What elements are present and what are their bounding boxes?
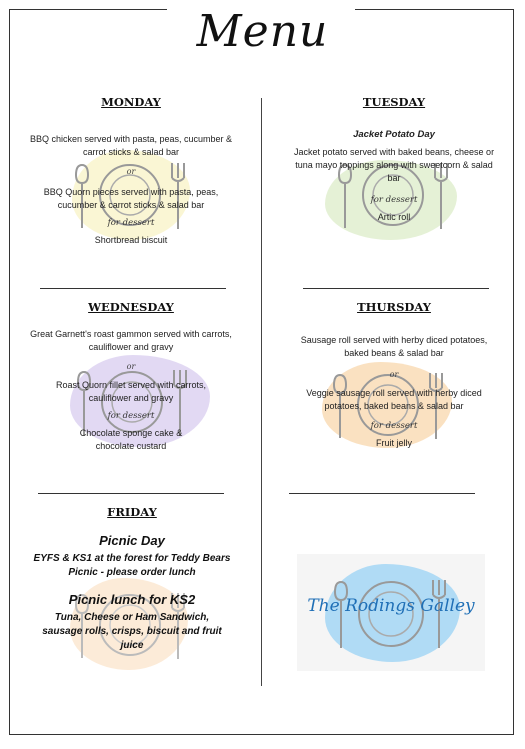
divider-thu-logo [289, 493, 475, 494]
friday-section [22, 505, 242, 653]
tuesday-section [285, 95, 503, 224]
wednesday-main-1: Great Garnett's roast gammon served with carrots, cauliflower and gravy [30, 329, 232, 352]
monday-dessert-label: for dessert [107, 218, 155, 228]
monday-or: or [126, 167, 136, 176]
divider-tue-thu [303, 288, 489, 289]
logo-text: The Rodings Galley [307, 596, 475, 616]
center-divider [261, 98, 262, 686]
friday-picnic-day-heading: Picnic Day [99, 533, 165, 548]
monday-dessert: Shortbread biscuit [94, 235, 168, 245]
wednesday-or: or [126, 362, 136, 371]
tuesday-main-1: Jacket potato served with baked beans, cheese or tuna mayo toppings along with sweetcorn & salad bar [293, 147, 495, 183]
thursday-dessert-label: for dessert [370, 421, 418, 431]
monday-main-2: BBQ Quorn pieces served with pasta, peas, cucumber & carrot sticks & salad bar [43, 187, 219, 210]
thursday-section [285, 300, 503, 450]
galley-logo [297, 554, 485, 671]
friday-ks2-text: Tuna, Cheese or Ham Sandwich, sausage rolls, crisps, biscuit and fruit juice [42, 612, 222, 651]
monday-main-1: BBQ chicken served with pasta, peas, cucumber & carrot sticks & salad bar [29, 134, 233, 157]
tuesday-dessert-label: for dessert [370, 195, 418, 205]
monday-section [28, 95, 234, 247]
tuesday-subtitle: Jacket Potato Day [353, 129, 435, 140]
thursday-heading: THURSDAY [357, 300, 431, 314]
monday-heading: MONDAY [101, 95, 161, 109]
menu-title: Menu [196, 6, 329, 57]
wednesday-section [28, 300, 234, 453]
wednesday-main-2: Roast Quorn fillet served with carrots, cauliflower and gravy [55, 380, 207, 403]
wednesday-heading: WEDNESDAY [88, 300, 174, 314]
friday-picnic-day-text: EYFS & KS1 at the forest for Teddy Bears Picnic - please order lunch [33, 553, 231, 578]
wednesday-dessert: Chocolate sponge cake & chocolate custard [79, 428, 183, 451]
thursday-main-2: Veggie sausage roll served with herby diced potatoes, baked beans & salad bar [306, 388, 482, 411]
thursday-main-1: Sausage roll served with herby diced potatoes, baked beans & salad bar [300, 335, 488, 358]
tuesday-dessert: Artic roll [377, 212, 411, 222]
friday-heading: FRIDAY [107, 505, 157, 519]
friday-ks2-heading: Picnic lunch for KS2 [68, 592, 196, 607]
divider-mon-wed [40, 288, 226, 289]
tuesday-heading: TUESDAY [362, 95, 426, 109]
wednesday-dessert-label: for dessert [107, 411, 155, 421]
divider-wed-fri [38, 493, 224, 494]
thursday-or: or [389, 370, 399, 379]
thursday-dessert: Fruit jelly [375, 438, 412, 448]
